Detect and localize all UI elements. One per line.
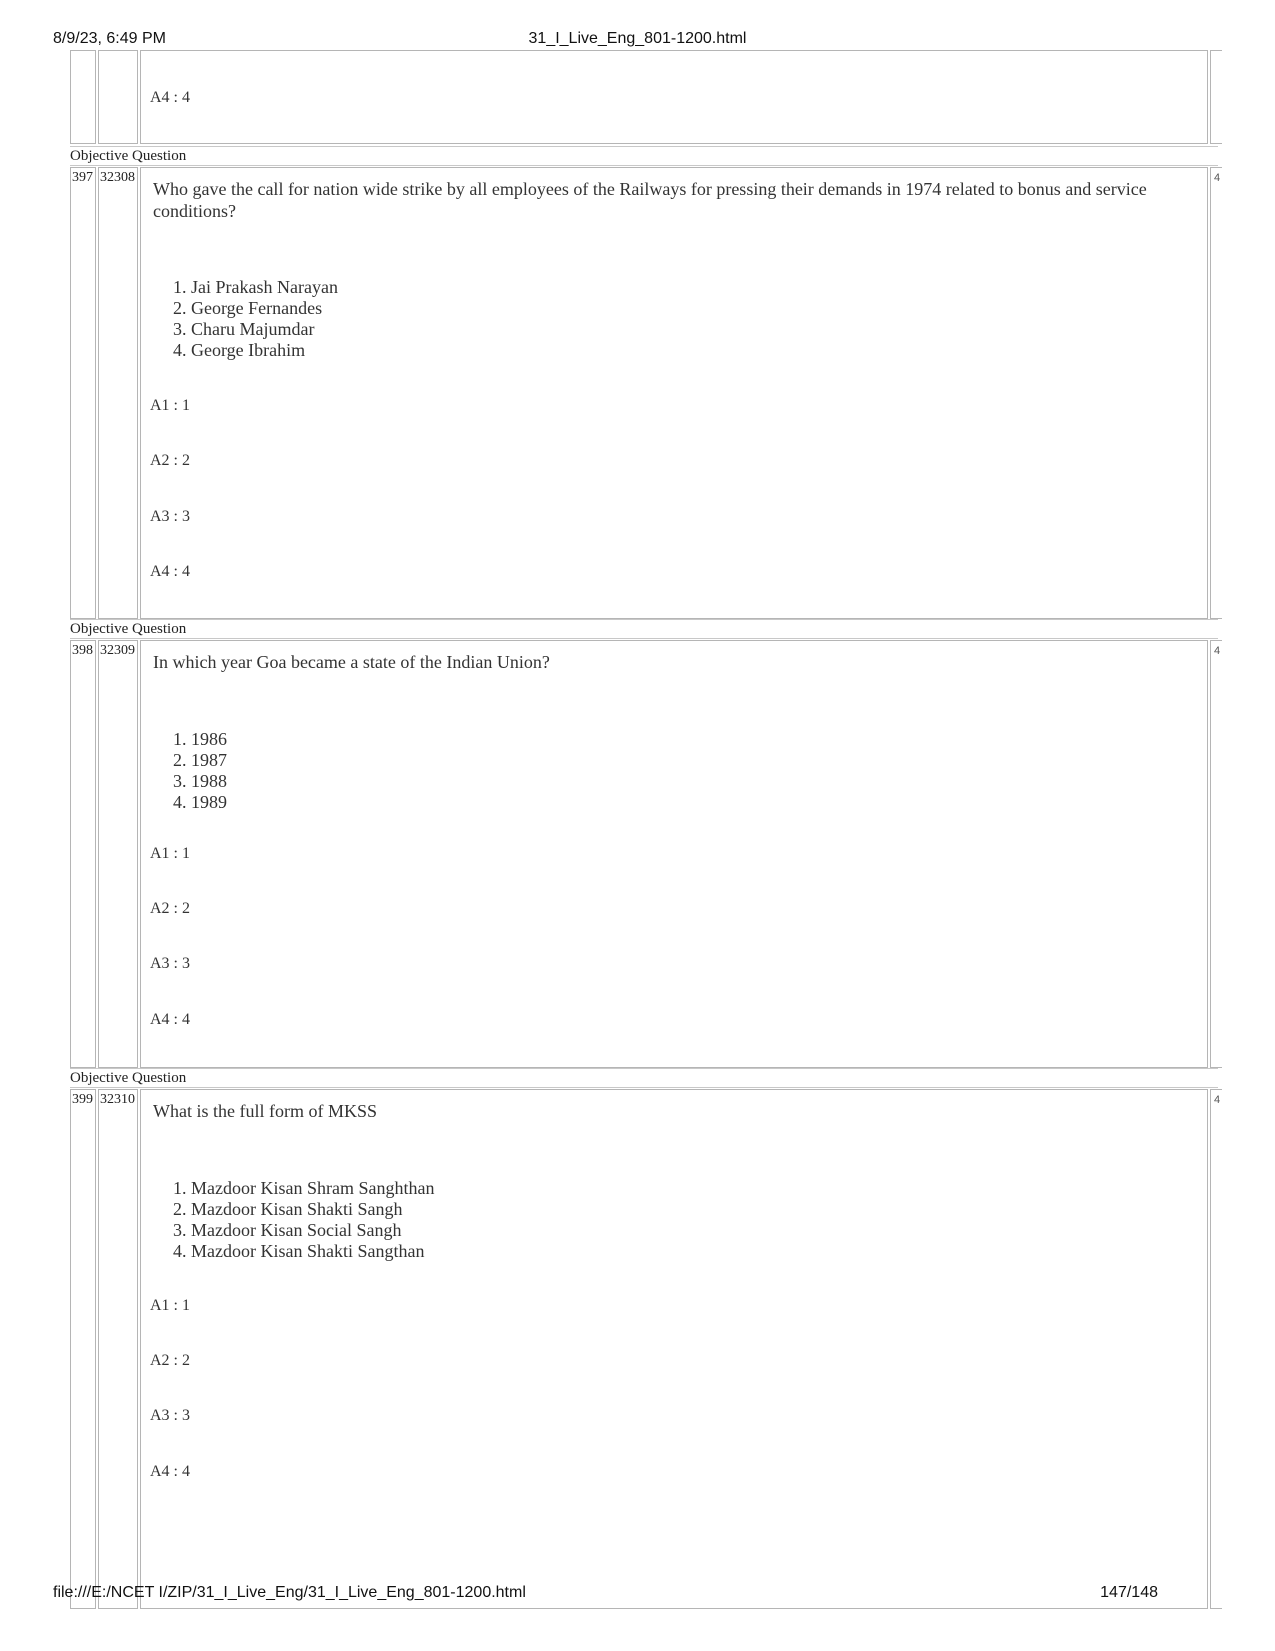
option-item: 3. Charu Majumdar xyxy=(173,319,315,339)
print-footer-url: file:///E:/NCET I/ZIP/31_I_Live_Eng/31_I_Live_Eng_801-1200.html xyxy=(53,1584,526,1601)
question-text: What is the full form of MKSS xyxy=(153,1101,377,1121)
print-page-title: 31_I_Live_Eng_801-1200.html xyxy=(528,30,747,47)
option-item: 4. 1989 xyxy=(173,792,227,812)
prev-no-cell xyxy=(70,50,96,144)
answer-line: A2 : 2 xyxy=(150,452,190,469)
question-number: 398 xyxy=(72,643,93,658)
question-id: 32309 xyxy=(100,643,135,658)
question-edge-cell xyxy=(1210,1089,1222,1609)
prev-body-cell xyxy=(140,50,1208,144)
answer-line: A4 : 4 xyxy=(150,1011,190,1028)
question-number-cell xyxy=(70,640,96,1068)
option-item: 1. 1986 xyxy=(173,729,227,749)
prev-edge-cell xyxy=(1210,50,1222,144)
option-item: 3. Mazdoor Kisan Social Sangh xyxy=(173,1220,402,1240)
question-type-label: Objective Question xyxy=(70,1068,1218,1088)
option-item: 1. Jai Prakash Narayan xyxy=(173,277,338,297)
question-text: Who gave the call for nation wide strike by all employees of the Railways for pressing their demands in 1974 related to bonus and service conditions? xyxy=(153,179,1147,221)
answer-line: A4 : 4 xyxy=(150,563,190,580)
answer-line: A4 : 4 xyxy=(150,89,190,106)
question-number: 399 xyxy=(72,1092,93,1107)
option-list xyxy=(173,1178,434,1262)
answer-line: A1 : 1 xyxy=(150,845,190,862)
question-edge-cell xyxy=(1210,167,1222,619)
option-item: 2. 1987 xyxy=(173,750,227,770)
question-type-label: Objective Question xyxy=(70,619,1218,639)
edge-mark: 4 xyxy=(1214,1094,1221,1106)
question-type-label: Objective Question xyxy=(70,146,1218,166)
question-id: 32308 xyxy=(100,170,135,185)
question-id-cell xyxy=(98,640,138,1068)
question-body-cell xyxy=(140,1089,1208,1609)
question-row-398 xyxy=(68,640,1221,1068)
question-number-cell xyxy=(70,167,96,619)
question-id-cell xyxy=(98,1089,138,1609)
question-id-cell xyxy=(98,167,138,619)
question-row-397 xyxy=(68,167,1221,619)
question-text: In which year Goa became a state of the Indian Union? xyxy=(153,652,550,672)
edge-mark: 4 xyxy=(1214,172,1221,184)
option-item: 4. George Ibrahim xyxy=(173,340,306,360)
answer-line: A1 : 1 xyxy=(150,1297,190,1314)
prev-id-cell xyxy=(98,50,138,144)
option-list xyxy=(173,277,338,361)
edge-mark: 4 xyxy=(1214,645,1221,657)
previous-question-tail xyxy=(68,50,1218,144)
question-body-cell xyxy=(140,167,1208,619)
question-id: 32310 xyxy=(100,1092,135,1107)
answer-line: A2 : 2 xyxy=(150,1352,190,1369)
question-row-399 xyxy=(68,1089,1221,1609)
answer-line: A3 : 3 xyxy=(150,508,190,525)
question-edge-cell xyxy=(1210,640,1222,1068)
question-table xyxy=(68,60,1221,1580)
option-item: 4. Mazdoor Kisan Shakti Sangthan xyxy=(173,1241,425,1261)
answer-line: A1 : 1 xyxy=(150,397,190,414)
answer-line: A3 : 3 xyxy=(150,1407,190,1424)
question-number-cell xyxy=(70,1089,96,1609)
print-datetime: 8/9/23, 6:49 PM xyxy=(53,30,166,47)
option-list xyxy=(173,729,227,813)
print-page-number: 147/148 xyxy=(1100,1584,1158,1601)
answer-line: A4 : 4 xyxy=(150,1463,190,1480)
question-body-cell xyxy=(140,640,1208,1068)
option-item: 1. Mazdoor Kisan Shram Sanghthan xyxy=(173,1178,435,1198)
answer-line: A3 : 3 xyxy=(150,955,190,972)
question-number: 397 xyxy=(72,170,93,185)
option-item: 2. Mazdoor Kisan Shakti Sangh xyxy=(173,1199,403,1219)
option-item: 2. George Fernandes xyxy=(173,298,323,318)
option-item: 3. 1988 xyxy=(173,771,227,791)
answer-line: A2 : 2 xyxy=(150,900,190,917)
